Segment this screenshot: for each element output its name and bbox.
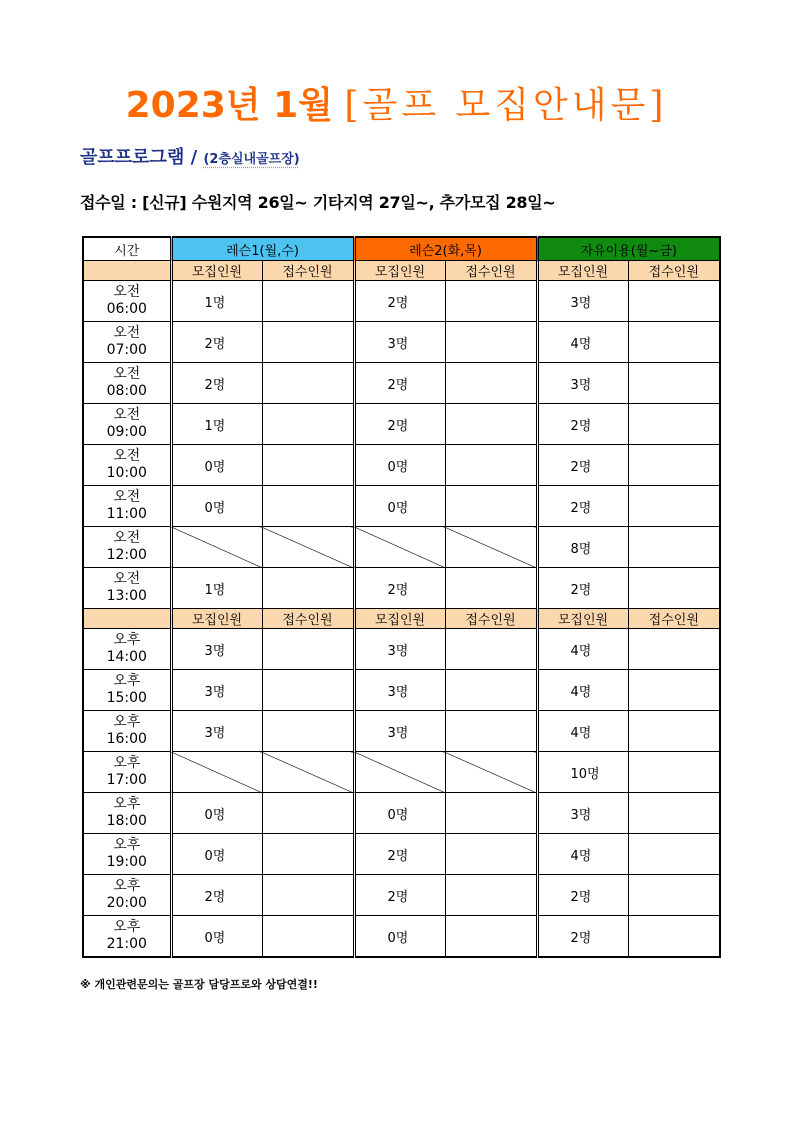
time-value: 08:00 [106,383,147,399]
recruit-count: 2명 [354,404,445,445]
closed-cell [445,527,537,568]
received-count [628,322,720,363]
recruit-count: 4명 [537,322,628,363]
table-row [83,875,720,916]
recruit-count: 3명 [537,793,628,834]
received-count [628,875,720,916]
sub-header-row [83,609,720,629]
received-count [628,281,720,322]
recruit-count: 3명 [171,629,262,670]
recruit-count: 2명 [354,875,445,916]
received-count [445,834,537,875]
received-count [445,445,537,486]
recruit-count: 2명 [171,322,262,363]
recruit-count: 3명 [171,711,262,752]
received-count [628,527,720,568]
recruit-count: 2명 [537,486,628,527]
received-count [628,670,720,711]
time-period: 오후 [113,796,141,812]
title-subtitle: [골프 모집안내문] [344,85,668,126]
group-header: 레슨2(화,목) [354,237,537,261]
time-cell [83,363,171,404]
time-period: 오전 [113,407,141,423]
recruit-count: 2명 [354,568,445,609]
time-value: 10:00 [106,465,147,481]
received-count [628,629,720,670]
table-row [83,793,720,834]
time-cell [83,670,171,711]
recruit-count: 1명 [171,404,262,445]
sub-header: 접수인원 [445,261,537,281]
received-count [445,281,537,322]
closed-cell [171,527,262,568]
table-row [83,752,720,793]
time-value: 11:00 [106,506,147,522]
table-row [83,486,720,527]
diagonal-cell [83,261,171,281]
recruit-count: 3명 [354,670,445,711]
time-value: 19:00 [106,854,147,870]
time-value: 17:00 [106,772,147,788]
received-count [628,793,720,834]
time-value: 06:00 [106,301,147,317]
time-cell [83,404,171,445]
time-cell [83,793,171,834]
closed-cell [354,527,445,568]
received-count [445,568,537,609]
recruit-count: 3명 [354,322,445,363]
received-count [445,629,537,670]
table-row [83,568,720,609]
received-count [262,445,354,486]
recruit-count: 4명 [537,834,628,875]
recruit-count: 0명 [171,916,262,958]
closed-cell [445,752,537,793]
received-count [628,711,720,752]
received-count [445,322,537,363]
received-count [262,916,354,958]
closed-cell [354,752,445,793]
program-location: (2층실내골프장) [203,152,300,167]
sub-header: 모집인원 [171,261,262,281]
recruit-count: 0명 [354,445,445,486]
time-value: 21:00 [106,936,147,952]
recruit-count: 0명 [171,834,262,875]
received-count [262,834,354,875]
received-count [445,363,537,404]
table-row [83,711,720,752]
time-value: 09:00 [106,424,147,440]
recruit-count: 2명 [537,916,628,958]
received-count [445,875,537,916]
received-count [262,363,354,404]
sub-header-row [83,261,720,281]
title-year-month: 2023년 1월 [125,85,333,126]
received-count [628,363,720,404]
recruit-count: 2명 [171,363,262,404]
recruit-count: 0명 [354,916,445,958]
received-count [262,793,354,834]
recruit-count: 1명 [171,568,262,609]
recruit-count: 0명 [354,486,445,527]
sub-header: 모집인원 [354,609,445,629]
recruit-count: 4명 [537,711,628,752]
recruit-count: 2명 [537,445,628,486]
received-count [262,711,354,752]
table-row [83,445,720,486]
received-count [445,711,537,752]
time-period: 오전 [113,448,141,464]
table-row [83,629,720,670]
recruit-count: 2명 [354,834,445,875]
closed-cell [262,527,354,568]
time-header: 시간 [83,237,171,261]
time-value: 15:00 [106,690,147,706]
program-heading [80,143,300,169]
recruit-count: 2명 [537,875,628,916]
recruit-count: 0명 [171,486,262,527]
time-cell [83,711,171,752]
received-count [628,445,720,486]
schedule-body [83,237,720,957]
sub-header: 접수인원 [628,261,720,281]
table-row [83,670,720,711]
recruit-count: 2명 [171,875,262,916]
table-row [83,834,720,875]
group-header: 레슨1(월,수) [171,237,354,261]
time-period: 오후 [113,878,141,894]
group-header-row [83,237,720,261]
time-cell [83,916,171,958]
received-count [628,486,720,527]
time-value: 18:00 [106,813,147,829]
sub-header: 모집인원 [171,609,262,629]
schedule-table [82,236,721,958]
recruit-count: 2명 [537,568,628,609]
time-cell [83,527,171,568]
time-cell [83,568,171,609]
table-row [83,404,720,445]
time-period: 오후 [113,755,141,771]
closed-cell [171,752,262,793]
time-period: 오전 [113,325,141,341]
diagonal-cell [83,609,171,629]
time-cell [83,486,171,527]
sub-header: 모집인원 [354,261,445,281]
recruit-count: 2명 [537,404,628,445]
received-count [628,834,720,875]
footer-note: ※ 개인관련문의는 골프장 담당프로와 상담연결!! [80,978,318,991]
table-row [83,281,720,322]
time-value: 12:00 [106,547,147,563]
recruit-count: 3명 [537,281,628,322]
received-count [262,875,354,916]
recruit-count: 3명 [354,629,445,670]
recruit-count: 3명 [171,670,262,711]
time-period: 오전 [113,530,141,546]
recruit-count: 2명 [354,363,445,404]
received-count [445,916,537,958]
time-cell [83,834,171,875]
time-period: 오후 [113,632,141,648]
recruit-count: 10명 [537,752,628,793]
recruit-count: 4명 [537,670,628,711]
time-period: 오후 [113,837,141,853]
time-period: 오전 [113,489,141,505]
received-count [262,486,354,527]
time-value: 20:00 [106,895,147,911]
received-count [445,670,537,711]
recruit-count: 3명 [537,363,628,404]
time-cell [83,629,171,670]
sub-header: 접수인원 [262,261,354,281]
closed-cell [262,752,354,793]
page-title [0,78,793,134]
table-row [83,916,720,958]
received-count [262,670,354,711]
time-period: 오후 [113,714,141,730]
sub-header: 접수인원 [262,609,354,629]
received-count [262,404,354,445]
received-count [262,568,354,609]
recruit-count: 3명 [354,711,445,752]
received-count [628,752,720,793]
recruit-count: 8명 [537,527,628,568]
time-cell [83,322,171,363]
received-count [628,404,720,445]
sub-header: 모집인원 [537,609,628,629]
table-row [83,322,720,363]
received-count [445,404,537,445]
received-count [445,486,537,527]
time-period: 오후 [113,919,141,935]
time-value: 07:00 [106,342,147,358]
time-period: 오전 [113,366,141,382]
sub-header: 접수인원 [628,609,720,629]
recruit-count: 1명 [171,281,262,322]
table-row [83,527,720,568]
recruit-count: 4명 [537,629,628,670]
group-header: 자유이용(월~금) [537,237,720,261]
sub-header: 접수인원 [445,609,537,629]
time-cell [83,875,171,916]
time-period: 오전 [113,571,141,587]
reception-dates: 접수일 : [신규] 수원지역 26일~ 기타지역 27일~, 추가모집 28일~ [80,193,556,212]
sub-header: 모집인원 [537,261,628,281]
received-count [262,629,354,670]
time-cell [83,752,171,793]
program-name: 골프프로그램 / [80,147,198,168]
time-value: 16:00 [106,731,147,747]
recruit-count: 2명 [354,281,445,322]
time-value: 14:00 [106,649,147,665]
table-row [83,363,720,404]
received-count [628,916,720,958]
recruit-count: 0명 [171,793,262,834]
received-count [262,322,354,363]
time-value: 13:00 [106,588,147,604]
time-cell [83,445,171,486]
time-period: 오후 [113,673,141,689]
time-period: 오전 [113,284,141,300]
recruit-count: 0명 [171,445,262,486]
received-count [445,793,537,834]
recruit-count: 0명 [354,793,445,834]
time-cell [83,281,171,322]
received-count [262,281,354,322]
received-count [628,568,720,609]
